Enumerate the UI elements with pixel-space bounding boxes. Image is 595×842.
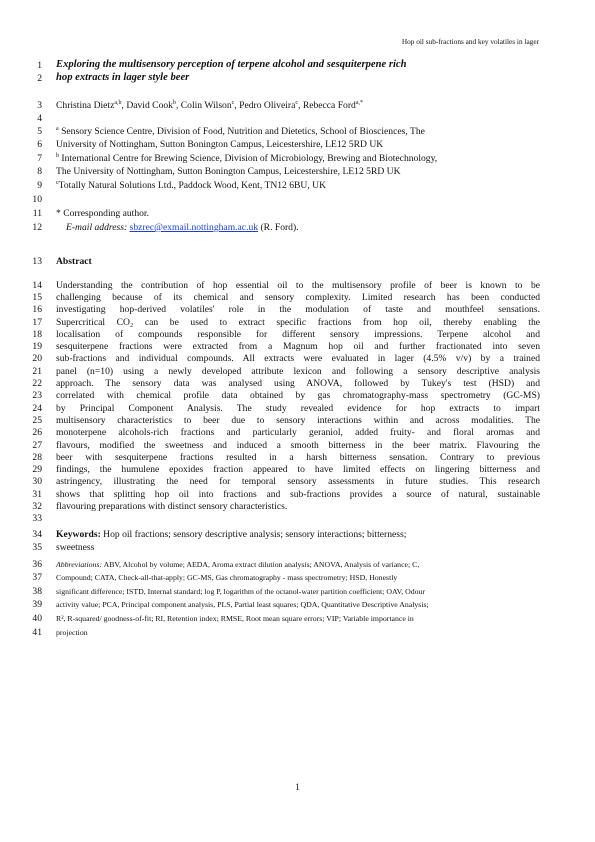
abstract-line: approach. The sensory data was analysed using ANOVA, followed by Tukey's test (HSD) and — [56, 378, 540, 389]
author-affiliation-mark: a,* — [355, 99, 363, 106]
author-name: Colin Wilson — [180, 100, 232, 111]
line-number: 3 — [37, 100, 42, 111]
line-number: 41 — [32, 627, 42, 638]
line-number: 20 — [32, 353, 42, 364]
author-name: Pedro Oliveira — [239, 100, 296, 111]
line-number: 25 — [32, 415, 42, 426]
author-affiliation-mark: b — [172, 99, 176, 106]
corresponding-author: * Corresponding author. — [56, 208, 149, 219]
paper-title-line: hop extracts in lager style beer — [56, 72, 190, 83]
email-suffix: (R. Ford). — [260, 222, 299, 233]
line-number: 33 — [32, 513, 42, 524]
abstract-line: panel (n=10) using a newly developed attribute lexicon and following a sensory descriptive analysis — [56, 366, 540, 377]
line-number: 19 — [32, 341, 42, 352]
author-affiliation-mark: c — [295, 99, 299, 106]
line-number: 12 — [32, 222, 42, 233]
author-name: Rebecca Ford — [302, 100, 356, 111]
email-link[interactable]: sbzrec@exmail.nottingham.ac.uk — [129, 222, 259, 233]
line-number: 15 — [32, 292, 42, 303]
keywords-line — [56, 529, 540, 540]
author-name: Christina Dietz — [56, 100, 115, 111]
line-number: 31 — [32, 489, 42, 500]
affiliation-mark: c — [56, 179, 59, 186]
abstract-line: flavours, modified the sweetness and induced a smooth bitterness in the beer matrix. Flavouring the — [56, 440, 540, 451]
line-number: 4 — [37, 113, 42, 124]
line-number: 40 — [32, 613, 42, 624]
abbreviations-label: Abbreviations: — [56, 560, 103, 569]
paper-title-line: Exploring the multisensory perception of terpene alcohol and sesquiterpene rich — [56, 59, 407, 70]
abbreviations-text: ABV, Alcohol by volume; AEDA, Aroma extract dilution analysis; ANOVA, Analysis of variance; C, — [103, 560, 420, 569]
line-number: 37 — [32, 572, 42, 583]
corresponding-email-line — [66, 222, 550, 233]
line-number: 26 — [32, 427, 42, 438]
line-number: 38 — [32, 586, 42, 597]
line-number: 29 — [32, 464, 42, 475]
line-number: 13 — [32, 256, 42, 267]
line-number: 6 — [37, 139, 42, 150]
abstract-line: monoterpene alcohols-rich fractions and particularly geraniol, added fruity- and floral aromas and — [56, 427, 540, 438]
affiliation-mark: a — [56, 125, 59, 132]
keywords-line: sweetness — [56, 542, 95, 553]
abstract-line: correlated with chemical profile data obtained by gas chromatography-mass spectrometry (GC-MS) — [56, 390, 540, 401]
line-number: 35 — [32, 542, 42, 553]
line-number: 34 — [32, 529, 42, 540]
line-number: 32 — [32, 501, 42, 512]
abbreviations-line: significant difference; ISTD, Internal standard; log P, logarithm of the octanol-water partition coefficient; OAV, Odour — [56, 587, 426, 596]
line-number: 10 — [32, 194, 42, 205]
affiliation-text: Sensory Science Centre, Division of Food, Nutrition and Dietetics, School of Biosciences, The — [61, 126, 425, 137]
running-header: Hop oil sub-fractions and key volatiles in lager — [401, 37, 539, 46]
line-number: 7 — [37, 153, 42, 164]
author-affiliation-mark: c — [231, 99, 235, 106]
abstract-line: shows that splitting hop oil into fractions and sub-fractions provides a source of natural, sustainable — [56, 489, 540, 500]
line-number: 2 — [37, 73, 42, 84]
keywords-label: Keywords: — [56, 529, 101, 540]
line-number: 21 — [32, 366, 42, 377]
affiliation-line — [56, 126, 540, 137]
abstract-line: sub-fractions and individual compounds. All extracts were evaluated in lager (4.5% v/v) by a trained — [56, 353, 540, 364]
abstract-line: multisensory characteristics to beer due to sensory interactions within and across modalities. The — [56, 415, 540, 426]
line-number: 16 — [32, 304, 42, 315]
author-name: David Cook — [126, 100, 173, 111]
email-label: E-mail address: — [66, 222, 128, 233]
abbreviations-line: Compound; CATA, Check-all-that-apply; GC-MS, Gas chromatography - mass spectrometry; HSD, Honestly — [56, 573, 398, 582]
abstract-line: sesquiterpene fractions were extracted from a Magnum hop oil and further fractionated into seven — [56, 341, 540, 352]
line-number: 39 — [32, 599, 42, 610]
abstract-line: Supercritical CO₂ can be used to extract specific fractions from hop oil, thereby enabling the — [56, 317, 540, 328]
line-number: 30 — [32, 476, 42, 487]
line-number: 36 — [32, 559, 42, 570]
line-number: 8 — [37, 166, 42, 177]
abbreviations-line: R², R-squared/ goodness-of-fit; RI, Retention index; RMSE, Root mean square errors; VIP; Variable importance in — [56, 614, 414, 623]
abstract-line: beer with sesquiterpene fractions resulted in a harsh bitterness sensation. Contrary to previous — [56, 452, 540, 463]
affiliation-line — [56, 180, 540, 191]
abstract-line: investigating hop-derived volatiles' role in the modulation of taste and mouthfeel sensations. — [56, 304, 540, 315]
line-number: 5 — [37, 126, 42, 137]
line-number: 22 — [32, 378, 42, 389]
affiliation-line: The University of Nottingham, Sutton Bonington Campus, Leicestershire, LE12 5RD UK — [56, 166, 401, 177]
abstract-line: by Principal Component Analysis. The study revealed evidence for hop extracts to impart — [56, 403, 540, 414]
abbreviations-line: projection — [56, 628, 88, 637]
affiliation-line — [56, 153, 540, 164]
line-number: 1 — [37, 60, 42, 71]
affiliation-text: International Centre for Brewing Science, Division of Microbiology, Brewing and Biotechnology, — [61, 153, 438, 164]
line-number: 18 — [32, 329, 42, 340]
keywords-text: Hop oil fractions; sensory descriptive analysis; sensory interactions; bitterness; — [103, 529, 407, 540]
abstract-line: findings, the humulene epoxides fraction appeared to have limited effects on lingering bitterness and — [56, 464, 540, 475]
author-list: Christina Dietz$^{a,b}$, David Cook$^b$, Colin Wilson$^c$, Pedro Oliveira$^c$, Rebecca Ford$^{a,*}$ — [56, 99, 363, 111]
abstract-line: challenging because of its chemical and sensory complexity. Limited research has been conducted — [56, 292, 540, 303]
affiliation-text: Totally Natural Solutions Ltd., Paddock Wood, Kent, TN12 6BU, UK — [58, 180, 327, 191]
abstract-line: Understanding the contribution of hop essential oil to the multisensory profile of beer is known to be — [56, 280, 540, 291]
abstract-line: astringency, illustrating the need for temporal sensory assessments in future studies. This research — [56, 476, 540, 487]
line-number: 27 — [32, 440, 42, 451]
line-number: 17 — [32, 317, 42, 328]
line-number: 23 — [32, 390, 42, 401]
abstract-line: flavouring preparations with distinct sensory characteristics. — [56, 501, 288, 512]
abstract-line: localisation of compounds responsible for different sensory impressions. Terpene alcohol and — [56, 329, 540, 340]
abbreviations-line: activity value; PCA, Principal component analysis, PLS, Partial least squares; QDA, Quantitative Descriptive Analysis; — [56, 600, 429, 609]
abstract-heading: Abstract — [56, 256, 92, 267]
author-affiliation-mark: a,b — [114, 99, 122, 106]
affiliation-mark: b — [56, 152, 59, 159]
line-number: 11 — [32, 208, 42, 219]
page-number: 1 — [295, 782, 300, 793]
line-number: 24 — [32, 403, 42, 414]
line-number: 14 — [32, 280, 42, 291]
line-number: 28 — [32, 452, 42, 463]
affiliation-line: University of Nottingham, Sutton Bonington Campus, Leicestershire, LE12 5RD UK — [56, 139, 384, 150]
line-number: 9 — [37, 180, 42, 191]
abbreviations-line — [56, 560, 540, 569]
